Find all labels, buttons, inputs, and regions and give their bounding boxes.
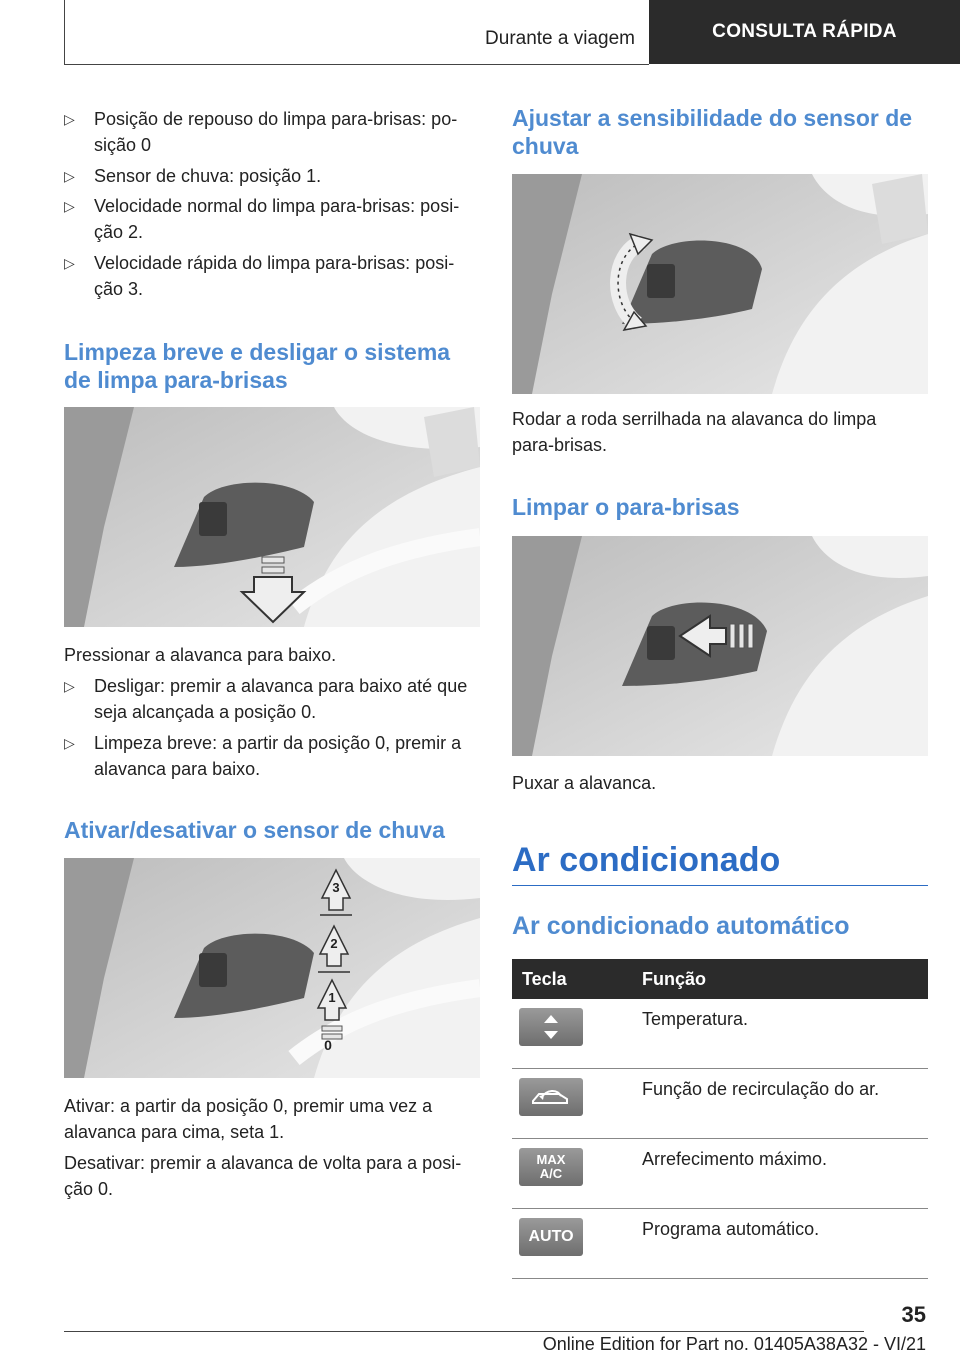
table-header-key: Tecla	[512, 959, 632, 999]
figure-knurled-wheel	[512, 174, 928, 394]
table-row	[512, 1069, 928, 1139]
auto-icon: AUTO	[519, 1218, 583, 1256]
position-label: 3	[332, 880, 340, 895]
list-item: ▷ Velocidade rápida do limpa para-brisas: posi- ção 3.	[64, 250, 480, 302]
chapter-title: Ar condicionado	[512, 841, 781, 879]
triangle-bullet-icon: ▷	[64, 678, 75, 694]
temperature-arrows-icon	[519, 1008, 583, 1046]
heading-brief-wipe: Limpeza breve e desligar o sistema de limpa para-brisas	[64, 339, 451, 393]
list-item: ▷ Velocidade normal do limpa para-brisas: posi- ção 2.	[64, 193, 480, 245]
footer-rule	[64, 1331, 864, 1332]
ac-keys-table	[512, 959, 928, 1279]
recirculation-car-icon	[519, 1078, 583, 1116]
table-row	[512, 1139, 928, 1209]
heading-sensor-sensitivity: Ajustar a sensibilidade do sensor de chuva	[512, 105, 913, 159]
table-row	[512, 1209, 928, 1279]
triangle-bullet-icon: ▷	[64, 198, 75, 214]
figure-lever-pull	[512, 536, 928, 756]
header-tab-quick-reference[interactable]	[649, 0, 960, 64]
list-item: ▷ Sensor de chuva: posição 1.	[64, 163, 480, 189]
triangle-bullet-icon: ▷	[64, 735, 75, 751]
caption-press-down: Pressionar a alavanca para baixo.	[64, 645, 337, 665]
function-auto-program: Programa automático.	[632, 1209, 928, 1279]
triangle-bullet-icon: ▷	[64, 111, 75, 127]
deactivate-instructions: Desativar: premir a alavanca de volta para a posi- ção 0.	[64, 1153, 462, 1199]
position-label: 2	[330, 936, 338, 951]
activate-instructions: Ativar: a partir da posição 0, premir uma vez a alavanca para cima, seta 1.	[64, 1096, 433, 1142]
heading-rain-sensor: Ativar/desativar o sensor de chuva	[64, 817, 445, 843]
figure-lever-press-down	[64, 407, 480, 627]
list-item: ▷ Posição de repouso do limpa para-brisas: po- sição 0	[64, 106, 480, 158]
header-divider-vertical	[64, 0, 65, 64]
list-item: ▷ Limpeza breve: a partir da posição 0, premir a alavanca para baixo.	[64, 730, 480, 782]
max-ac-icon: MAX A/C	[519, 1148, 583, 1186]
triangle-bullet-icon: ▷	[64, 255, 75, 271]
page-number: 35	[901, 1302, 926, 1327]
header-divider-horizontal	[64, 64, 649, 65]
caption-pull-lever: Puxar a alavanca.	[512, 773, 657, 793]
position-label: 1	[328, 990, 336, 1005]
figure-lever-positions	[64, 858, 480, 1078]
heading-clean-windshield: Limpar o para-brisas	[512, 494, 740, 520]
header-section-title: Durante a viagem	[485, 28, 635, 49]
heading-auto-ac: Ar condicionado automático	[512, 912, 850, 940]
footer-edition: Online Edition for Part no. 01405A38A32 - VI/21	[542, 1334, 926, 1354]
header-tab-label: CONSULTA RÁPIDA	[712, 21, 897, 42]
table-header-function: Função	[632, 959, 928, 999]
caption-rotate-wheel: Rodar a roda serrilhada na alavanca do limpa para-brisas.	[512, 409, 877, 455]
table-row	[512, 999, 928, 1069]
function-max-cooling: Arrefecimento máximo.	[632, 1139, 928, 1209]
chapter-title-rule	[512, 885, 928, 886]
function-temperature: Temperatura.	[632, 999, 928, 1069]
list-item: ▷ Desligar: premir a alavanca para baixo até que seja alcançada a posição 0.	[64, 673, 480, 725]
triangle-bullet-icon: ▷	[64, 168, 75, 184]
function-recirculation: Função de recirculação do ar.	[632, 1069, 928, 1139]
position-label: 0	[324, 1037, 332, 1053]
